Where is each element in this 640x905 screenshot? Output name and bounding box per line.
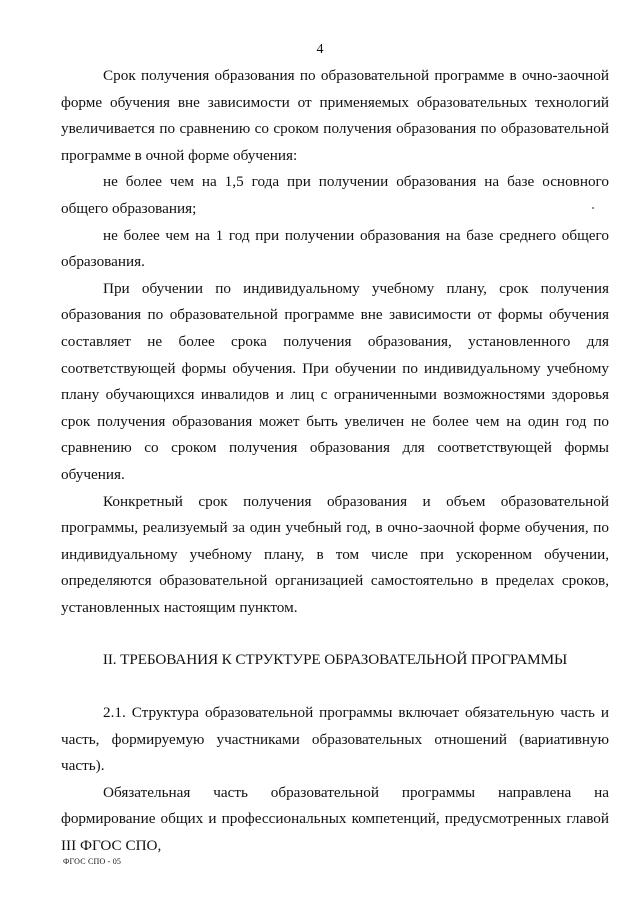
paragraph-structure: 2.1. Структура образовательной программы включает обязательную часть и часть, формируемую участниками образовательных отношений (вариативную часть). [61, 704, 609, 775]
page-number: 4 [316, 42, 324, 57]
section-heading: II. ТРЕБОВАНИЯ К СТРУКТУРЕ ОБРАЗОВАТЕЛЬНОЙ ПРОГРАММЫ [102, 651, 568, 669]
document-body [61, 63, 609, 860]
paragraph-specific-period: Конкретный срок получения образования и объем образовательной программы, реализуемый за один учебный год, в очно-заочной форме обучения, по индивидуальному учебному плану, в том числе при ускоренном обучении, определяются образовательной организацией самостоятельно в пределах сроков, установленных настоящим пунктом. [61, 492, 609, 616]
paragraph-study-period: Срок получения образования по образовательной программе в очно-заочной форме обучения вне зависимости от применяемых образовательных технологий увеличивается по сравнению со сроком получения образования по образовательной программе в очной форме обучения: [61, 67, 609, 164]
page-footer: ФГОС СПО - 05 [63, 857, 122, 866]
paragraph-individual-plan: При обучении по индивидуальному учебному плану, срок получения образования по образовательной программе вне зависимости от формы обучения составляет не более срока получения образования, установленного для соответствующей формы обучения. При обучении по индивидуальному учебному плану обучающихся инвалидов и лиц с ограниченными возможностями здоровья срок получения образования может быть увеличен не более чем на один год по сравнению со сроком получения образования для соответствующей формы обучения. [61, 279, 609, 483]
paragraph-mandatory-part: Обязательная часть образовательной программы направлена на формирование общих и профессиональных компетенций, предусмотренных главой III ФГОС СПО, [61, 783, 609, 855]
paragraph-basic-general: не более чем на 1,5 года при получении образования на базе основного общего образования; [61, 173, 609, 217]
paragraph-secondary-general: не более чем на 1 год при получении образования на базе среднего общего образования. [61, 226, 609, 271]
scan-artifact [592, 207, 594, 209]
